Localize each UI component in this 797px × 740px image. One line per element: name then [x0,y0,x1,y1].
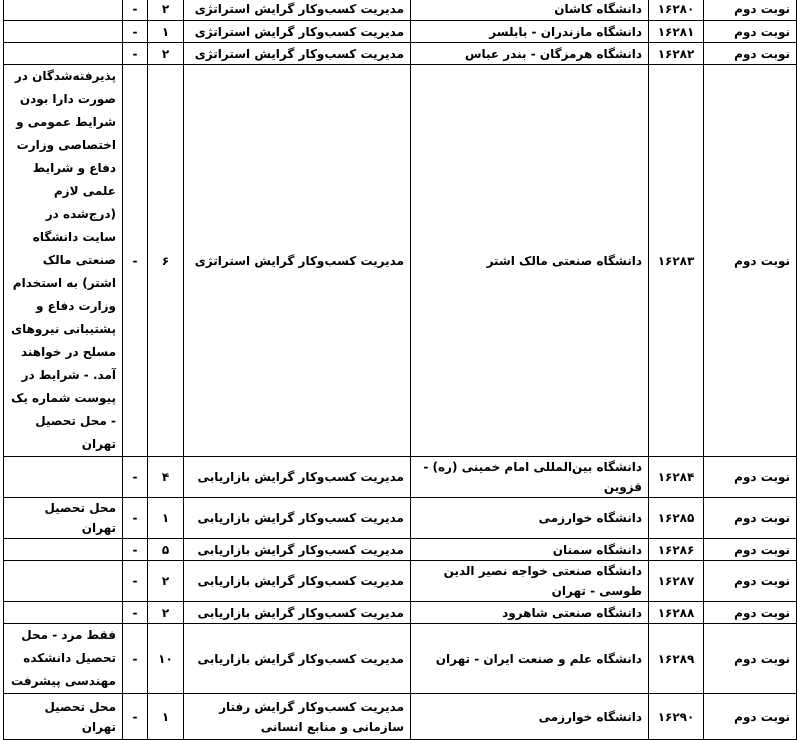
table-row [4,65,797,457]
table-row [4,539,797,561]
capacity-cell: ۲ [148,602,184,624]
university-cell: دانشگاه هرمزگان - بندر عباس [411,43,649,65]
dash-cell: - [123,694,148,740]
university-cell: دانشگاه صنعتی شاهرود [411,602,649,624]
dash-cell: - [123,21,148,43]
note-cell: پذیرفته‌شدگان در صورت دارا بودن شرایط عمومی و اختصاصی وزارت دفاع و شرایط علمی لازم (درج‌شده در سایت دانشگاه صنعتی مالک اشتر) به استخدام وزارت دفاع و پشتیبانی نیروهای مسلح در خواهند آمد. - شرایط در پیوست شماره یک - محل تحصیل تهران [4,65,123,457]
code-cell: ۱۶۲۸۵ [649,498,704,539]
note-cell [4,602,123,624]
university-cell: دانشگاه خوارزمی [411,498,649,539]
code-cell: ۱۶۲۸۷ [649,561,704,602]
dash-cell: - [123,457,148,498]
field-cell: مدیریت کسب‌وکار گرایش بازاریابی [184,561,411,602]
table-row [4,624,797,694]
turn-cell: نوبت دوم [704,602,797,624]
turn-cell: نوبت دوم [704,624,797,694]
note-cell: محل تحصیل تهران [4,498,123,539]
dash-cell: - [123,498,148,539]
note-cell: محل تحصیل تهران [4,694,123,740]
code-cell: ۱۶۲۸۶ [649,539,704,561]
field-cell: مدیریت کسب‌وکار گرایش استراتژی [184,65,411,457]
field-cell: مدیریت کسب‌وکار گرایش استراتژی [184,0,411,21]
turn-cell: نوبت دوم [704,539,797,561]
dash-cell: - [123,539,148,561]
capacity-cell: ۱۰ [148,624,184,694]
note-cell [4,0,123,21]
field-cell: مدیریت کسب‌وکار گرایش بازاریابی [184,498,411,539]
dash-cell: - [123,561,148,602]
admissions-table [3,0,797,740]
code-cell: ۱۶۲۸۰ [649,0,704,21]
turn-cell: نوبت دوم [704,498,797,539]
table-row [4,602,797,624]
turn-cell: نوبت دوم [704,561,797,602]
field-cell: مدیریت کسب‌وکار گرایش بازاریابی [184,457,411,498]
university-cell: دانشگاه مازندران - بابلسر [411,21,649,43]
note-cell [4,457,123,498]
field-cell: مدیریت کسب‌وکار گرایش بازاریابی [184,624,411,694]
university-cell: دانشگاه کاشان [411,0,649,21]
code-cell: ۱۶۲۸۲ [649,43,704,65]
code-cell: ۱۶۲۸۹ [649,624,704,694]
code-cell: ۱۶۲۸۱ [649,21,704,43]
table-row [4,21,797,43]
university-cell: دانشگاه صنعتی خواجه نصیر الدین طوسی - تهران [411,561,649,602]
table-row [4,561,797,602]
dash-cell: - [123,624,148,694]
dash-cell: - [123,602,148,624]
turn-cell: نوبت دوم [704,65,797,457]
note-cell [4,43,123,65]
note-cell [4,561,123,602]
turn-cell: نوبت دوم [704,21,797,43]
table-row [4,43,797,65]
turn-cell: نوبت دوم [704,43,797,65]
note-cell: فقط مرد - محل تحصیل دانشکده مهندسی پیشرفت [4,624,123,694]
code-cell: ۱۶۲۸۳ [649,65,704,457]
field-cell: مدیریت کسب‌وکار گرایش استراتژی [184,43,411,65]
capacity-cell: ۱ [148,21,184,43]
dash-cell: - [123,0,148,21]
capacity-cell: ۶ [148,65,184,457]
table-row [4,457,797,498]
capacity-cell: ۴ [148,457,184,498]
table-row [4,694,797,740]
dash-cell: - [123,65,148,457]
field-cell: مدیریت کسب‌وکار گرایش بازاریابی [184,539,411,561]
field-cell: مدیریت کسب‌وکار گرایش رفتار سازمانی و منابع انسانی [184,694,411,740]
turn-cell: نوبت دوم [704,694,797,740]
university-cell: دانشگاه خوارزمی [411,694,649,740]
university-cell: دانشگاه علم و صنعت ایران - تهران [411,624,649,694]
dash-cell: - [123,43,148,65]
capacity-cell: ۵ [148,539,184,561]
capacity-cell: ۱ [148,498,184,539]
table-row [4,0,797,21]
capacity-cell: ۲ [148,561,184,602]
turn-cell: نوبت دوم [704,457,797,498]
university-cell: دانشگاه بین‌المللی امام خمینی (ره) - قزوین [411,457,649,498]
university-cell: دانشگاه سمنان [411,539,649,561]
field-cell: مدیریت کسب‌وکار گرایش بازاریابی [184,602,411,624]
field-cell: مدیریت کسب‌وکار گرایش استراتژی [184,21,411,43]
note-cell [4,539,123,561]
university-cell: دانشگاه صنعتی مالک اشتر [411,65,649,457]
table-row [4,498,797,539]
code-cell: ۱۶۲۸۸ [649,602,704,624]
capacity-cell: ۱ [148,694,184,740]
turn-cell: نوبت دوم [704,0,797,21]
code-cell: ۱۶۲۹۰ [649,694,704,740]
note-cell [4,21,123,43]
code-cell: ۱۶۲۸۴ [649,457,704,498]
capacity-cell: ۲ [148,0,184,21]
capacity-cell: ۲ [148,43,184,65]
